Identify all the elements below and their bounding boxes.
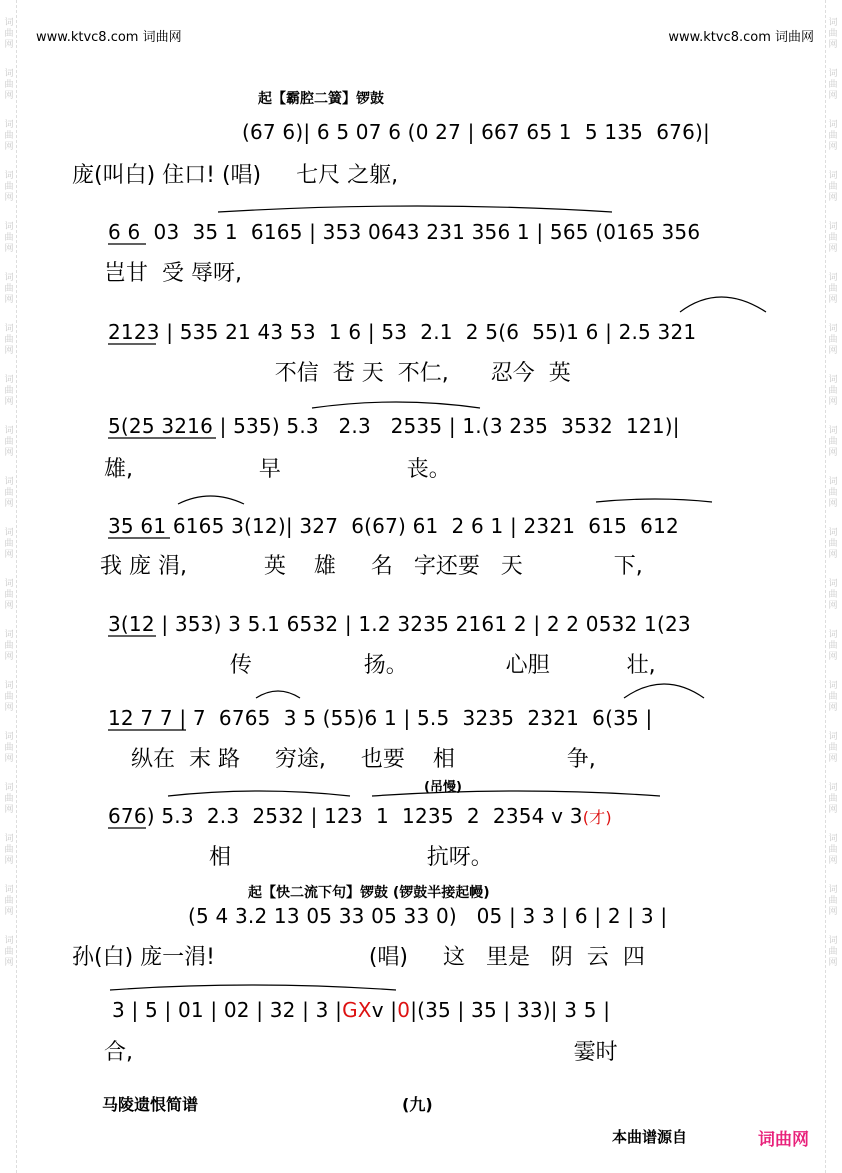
section-heading: 起【霸腔二簧】锣鼓 bbox=[258, 91, 384, 107]
notation-row bbox=[112, 998, 610, 1022]
watermark-text: 词 曲 网 bbox=[828, 273, 838, 305]
watermark-text: 词 曲 网 bbox=[4, 477, 14, 509]
zero-mark: 0 bbox=[397, 998, 411, 1022]
slur bbox=[680, 297, 766, 312]
footer-title: 马陵遗恨简谱 bbox=[102, 1095, 199, 1114]
watermark-text: 词 曲 网 bbox=[828, 732, 838, 764]
watermark-text: 词 曲 网 bbox=[828, 171, 838, 203]
watermark-text: 词 曲 网 bbox=[4, 120, 14, 152]
lyrics-line: 合, 霎时 bbox=[104, 1040, 618, 1065]
watermark-text: 词 曲 网 bbox=[4, 171, 14, 203]
notation-line: 676) 5.3 2.3 2532 | 123 1 1235 2 2354 v 3 bbox=[108, 804, 583, 828]
watermark-text: 词 曲 网 bbox=[828, 579, 838, 611]
lyrics-line: 我 庞 涓, 英 雄 名 字还要 天 下, bbox=[100, 554, 643, 579]
slur bbox=[256, 691, 300, 698]
lyrics-line: 孙(白) 庞一涓! (唱) 这 里是 阴 云 四 bbox=[72, 945, 645, 970]
lyrics-line: 相 抗呀。 bbox=[160, 845, 493, 870]
slur bbox=[596, 499, 712, 502]
notation-line: 3 | 5 | 01 | 02 | 32 | 3 | bbox=[112, 998, 343, 1022]
notation-line: 2123 | 535 21 43 53 1 6 | 53 2.1 2 5(6 55)1 6 | 2.5 321 bbox=[108, 320, 697, 344]
watermark-text: 词 曲 网 bbox=[4, 273, 14, 305]
watermark-text: 词 曲 网 bbox=[828, 936, 838, 968]
header-site-right[interactable]: www.ktvc8.com 词曲网 bbox=[668, 30, 814, 45]
watermark-text: 词 曲 网 bbox=[828, 681, 838, 713]
watermark-text: 词 曲 网 bbox=[4, 528, 14, 560]
watermark-text: 词 曲 网 bbox=[828, 222, 838, 254]
notation-line: 35 61 6165 3(12)| 327 6(67) 61 2 6 1 | 2321 615 612 bbox=[108, 514, 679, 538]
watermark-text: 词 曲 网 bbox=[828, 120, 838, 152]
watermark-text: 词 曲 网 bbox=[828, 528, 838, 560]
slur bbox=[624, 684, 704, 698]
percussion-mark: (才) bbox=[582, 808, 612, 827]
watermark-text: 词 曲 网 bbox=[828, 324, 838, 356]
lyrics-line: 纵在 末 路 穷途, 也要 相 争, bbox=[110, 747, 596, 772]
notation-row bbox=[108, 804, 612, 828]
watermark-text: 词 曲 网 bbox=[828, 885, 838, 917]
tempo-annotation: (吊慢) bbox=[424, 780, 462, 795]
right-watermark-strip bbox=[825, 0, 840, 1173]
notation-line: (5 4 3.2 13 05 33 05 33 0) 05 | 3 3 | 6 | 2 | 3 | bbox=[188, 904, 668, 928]
watermark-text: 词 曲 网 bbox=[4, 324, 14, 356]
watermark-text: 词 曲 网 bbox=[4, 426, 14, 458]
notation-line: (67 6)| 6 5 07 6 (0 27 | 667 65 1 5 135 676)| bbox=[242, 120, 710, 144]
watermark-text: 词 曲 网 bbox=[4, 732, 14, 764]
watermark-text: 词 曲 网 bbox=[828, 834, 838, 866]
watermark-text: 词 曲 网 bbox=[4, 834, 14, 866]
watermark-text: 词 曲 网 bbox=[828, 69, 838, 101]
lyrics-line: 庞(叫白) 住口! (唱) 七尺 之躯, bbox=[72, 163, 399, 188]
slur bbox=[110, 985, 396, 990]
watermark-text: 词 曲 网 bbox=[4, 681, 14, 713]
page-number: (九) bbox=[402, 1095, 433, 1114]
left-watermark-strip bbox=[2, 0, 17, 1173]
watermark-text: 词 曲 网 bbox=[828, 426, 838, 458]
notation-line: 3(12 | 353) 3 5.1 6532 | 1.2 3235 2161 2 | 2 2 0532 1(23 bbox=[108, 612, 691, 636]
watermark-text: 词 曲 网 bbox=[4, 630, 14, 662]
notation-line: v | bbox=[371, 998, 398, 1022]
section-heading: 起【快二流下句】锣鼓 (锣鼓半接起幔) bbox=[248, 885, 490, 901]
slur bbox=[312, 402, 480, 408]
watermark-text: 词 曲 网 bbox=[828, 375, 838, 407]
lyrics-line: 不信 苍 天 不仁, 忍今 英 bbox=[72, 361, 571, 386]
notation-line: 6 6 03 35 1 6165 | 353 0643 231 356 1 | 565 (0165 356 bbox=[108, 220, 701, 244]
watermark-text: 词 曲 网 bbox=[4, 783, 14, 815]
lyrics-line: 传 扬。 心胆 壮, bbox=[104, 653, 656, 678]
lyrics-line: 雄, 早 丧。 bbox=[104, 457, 451, 482]
header-site-left[interactable]: www.ktvc8.com 词曲网 bbox=[36, 30, 182, 45]
watermark-text: 词 曲 网 bbox=[4, 222, 14, 254]
slur bbox=[178, 496, 244, 504]
watermark-text: 词 曲 网 bbox=[828, 18, 838, 50]
slur bbox=[218, 206, 612, 212]
gx-mark: GX bbox=[342, 998, 372, 1022]
watermark-text: 词 曲 网 bbox=[4, 885, 14, 917]
watermark-text: 词 曲 网 bbox=[4, 936, 14, 968]
notation-line: 12 7 7 | 7 6765 3 5 (55)6 1 | 5.5 3235 2321 6(35 | bbox=[108, 706, 653, 730]
watermark-text: 词 曲 网 bbox=[828, 477, 838, 509]
brand-link[interactable]: 词曲网 bbox=[758, 1130, 809, 1150]
slur bbox=[372, 791, 660, 796]
watermark-text: 词 曲 网 bbox=[4, 375, 14, 407]
watermark-text: 词 曲 网 bbox=[828, 630, 838, 662]
notation-line: 5(25 3216 | 535) 5.3 2.3 2535 | 1.(3 235 3532 121)| bbox=[108, 414, 680, 438]
source-label: 本曲谱源自 bbox=[612, 1128, 688, 1146]
notation-line: |(35 | 35 | 33)| 3 5 | bbox=[410, 998, 611, 1022]
watermark-text: 词 曲 网 bbox=[4, 18, 14, 50]
watermark-text: 词 曲 网 bbox=[4, 69, 14, 101]
lyrics-line: 岂甘 受 辱呀, bbox=[104, 261, 242, 286]
slur bbox=[168, 791, 350, 796]
watermark-text: 词 曲 网 bbox=[828, 783, 838, 815]
watermark-text: 词 曲 网 bbox=[4, 579, 14, 611]
